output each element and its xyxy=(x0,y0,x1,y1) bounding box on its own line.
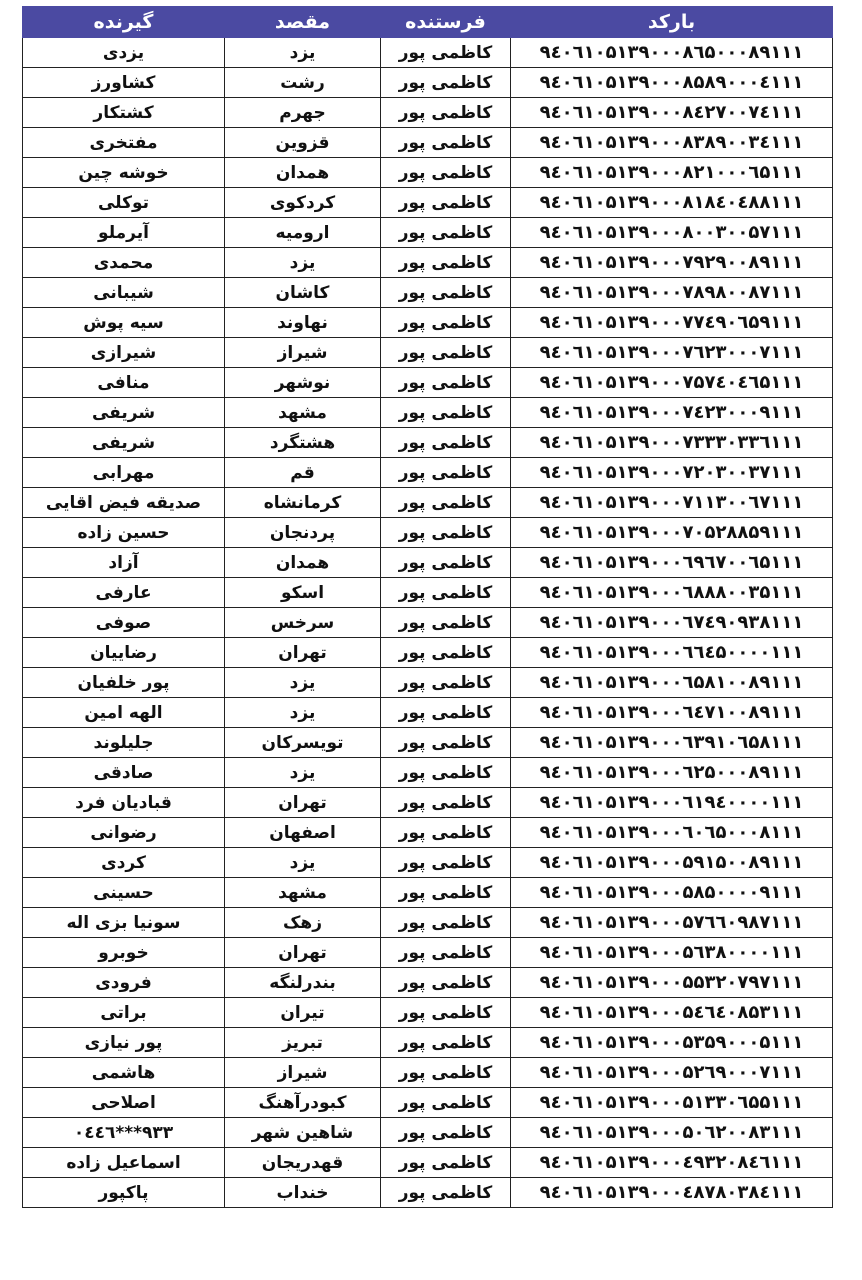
barcode-cell: ۹٤۰٦۱۰۵۱۳۹۰۰۰۸۵۸۹۰۰۰٤۱۱۱ xyxy=(511,68,833,98)
receiver-cell: صدیقه فیض اقایی xyxy=(23,488,225,518)
receiver-cell: صادقی xyxy=(23,758,225,788)
receiver-cell: اصلاحی xyxy=(23,1088,225,1118)
barcode-cell: ۹٤۰٦۱۰۵۱۳۹۰۰۰۵۸۵۰۰۰۰۹۱۱۱ xyxy=(511,878,833,908)
barcode-cell: ۹٤۰٦۱۰۵۱۳۹۰۰۰۵٦۳۸۰۰۰۰۱۱۱ xyxy=(511,938,833,968)
sender-cell: کاظمی پور xyxy=(381,368,511,398)
table-row xyxy=(23,668,833,698)
destination-cell: یزد xyxy=(225,758,381,788)
sender-cell: کاظمی پور xyxy=(381,968,511,998)
sender-cell: کاظمی پور xyxy=(381,758,511,788)
destination-cell: نهاوند xyxy=(225,308,381,338)
table-row xyxy=(23,1118,833,1148)
receiver-cell: سیه پوش xyxy=(23,308,225,338)
receiver-cell: شریفی xyxy=(23,428,225,458)
receiver-cell: پور نیازی xyxy=(23,1028,225,1058)
receiver-cell: رضاییان xyxy=(23,638,225,668)
barcode-cell: ۹٤۰٦۱۰۵۱۳۹۰۰۰٦۷٤۹۰۹۳۸۱۱۱ xyxy=(511,608,833,638)
destination-cell: مشهد xyxy=(225,398,381,428)
sender-cell: کاظمی پور xyxy=(381,398,511,428)
barcode-cell: ۹٤۰٦۱۰۵۱۳۹۰۰۰٦۳۹۱۰٦۵۸۱۱۱ xyxy=(511,728,833,758)
table-row xyxy=(23,158,833,188)
table-row xyxy=(23,338,833,368)
table-row xyxy=(23,548,833,578)
receiver-cell: رضوانی xyxy=(23,818,225,848)
barcode-cell: ۹٤۰٦۱۰۵۱۳۹۰۰۰۸۱۸٤۰٤۸۸۱۱۱ xyxy=(511,188,833,218)
barcode-cell: ۹٤۰٦۱۰۵۱۳۹۰۰۰۸٤۲۷۰۰۷٤۱۱۱ xyxy=(511,98,833,128)
receiver-cell: براتی xyxy=(23,998,225,1028)
receiver-cell: خوشه چین xyxy=(23,158,225,188)
barcode-cell: ۹٤۰٦۱۰۵۱۳۹۰۰۰۵۳۵۹۰۰۰۵۱۱۱ xyxy=(511,1028,833,1058)
receiver-cell: شریفی xyxy=(23,398,225,428)
receiver-cell: جلیلوند xyxy=(23,728,225,758)
destination-cell: نوشهر xyxy=(225,368,381,398)
barcode-cell: ۹٤۰٦۱۰۵۱۳۹۰۰۰٤۸۷۸۰۳۸٤۱۱۱ xyxy=(511,1178,833,1208)
sender-cell: کاظمی پور xyxy=(381,1178,511,1208)
destination-cell: قهدریجان xyxy=(225,1148,381,1178)
barcode-cell: ۹٤۰٦۱۰۵۱۳۹۰۰۰۷۰۵۲۸۸۵۹۱۱۱ xyxy=(511,518,833,548)
destination-cell: یزد xyxy=(225,248,381,278)
barcode-cell: ۹٤۰٦۱۰۵۱۳۹۰۰۰۵۲٦۹۰۰۰۷۱۱۱ xyxy=(511,1058,833,1088)
sender-cell: کاظمی پور xyxy=(381,1088,511,1118)
header-sender: فرستنده xyxy=(381,7,511,38)
receiver-cell: شیبانی xyxy=(23,278,225,308)
barcode-cell: ۹٤۰٦۱۰۵۱۳۹۰۰۰۷٦۲۳۰۰۰۷۱۱۱ xyxy=(511,338,833,368)
receiver-cell: منافی xyxy=(23,368,225,398)
table-row xyxy=(23,488,833,518)
table-row xyxy=(23,188,833,218)
destination-cell: تهران xyxy=(225,638,381,668)
table-row xyxy=(23,1028,833,1058)
barcode-cell: ۹٤۰٦۱۰۵۱۳۹۰۰۰۷۸۹۸۰۰۸۷۱۱۱ xyxy=(511,278,833,308)
destination-cell: شاهین شهر xyxy=(225,1118,381,1148)
table-row xyxy=(23,968,833,998)
table-row xyxy=(23,728,833,758)
barcode-cell: ۹٤۰٦۱۰۵۱۳۹۰۰۰٦٦٤۵۰۰۰۰۱۱۱ xyxy=(511,638,833,668)
barcode-cell: ۹٤۰٦۱۰۵۱۳۹۰۰۰۵۵۳۲۰۷۹۷۱۱۱ xyxy=(511,968,833,998)
destination-cell: تویسرکان xyxy=(225,728,381,758)
destination-cell: کبودرآهنگ xyxy=(225,1088,381,1118)
destination-cell: مشهد xyxy=(225,878,381,908)
sender-cell: کاظمی پور xyxy=(381,1118,511,1148)
table-body xyxy=(23,38,833,1208)
receiver-cell: پور خلفیان xyxy=(23,668,225,698)
table-row xyxy=(23,398,833,428)
table-row xyxy=(23,368,833,398)
sender-cell: کاظمی پور xyxy=(381,788,511,818)
barcode-cell: ۹٤۰٦۱۰۵۱۳۹۰۰۰٦۸۸۸۰۰۳۵۱۱۱ xyxy=(511,578,833,608)
destination-cell: سرخس xyxy=(225,608,381,638)
receiver-cell: الهه امین xyxy=(23,698,225,728)
sender-cell: کاظمی پور xyxy=(381,1028,511,1058)
receiver-cell: پاکپور xyxy=(23,1178,225,1208)
barcode-cell: ۹٤۰٦۱۰۵۱۳۹۰۰۰۷۷٤۹۰٦۵۹۱۱۱ xyxy=(511,308,833,338)
receiver-cell: آیرملو xyxy=(23,218,225,248)
table-row xyxy=(23,1088,833,1118)
sender-cell: کاظمی پور xyxy=(381,128,511,158)
destination-cell: اسکو xyxy=(225,578,381,608)
barcode-cell: ۹٤۰٦۱۰۵۱۳۹۰۰۰۸٦۵۰۰۰۸۹۱۱۱ xyxy=(511,38,833,68)
receiver-cell: سونیا بزی اله xyxy=(23,908,225,938)
receiver-cell: آزاد xyxy=(23,548,225,578)
table-row xyxy=(23,248,833,278)
receiver-cell: اسماعیل زاده xyxy=(23,1148,225,1178)
sender-cell: کاظمی پور xyxy=(381,638,511,668)
sender-cell: کاظمی پور xyxy=(381,488,511,518)
table-row xyxy=(23,908,833,938)
sender-cell: کاظمی پور xyxy=(381,938,511,968)
barcode-cell: ۹٤۰٦۱۰۵۱۳۹۰۰۰۷۵۷٤۰٤٦۵۱۱۱ xyxy=(511,368,833,398)
sender-cell: کاظمی پور xyxy=(381,158,511,188)
sender-cell: کاظمی پور xyxy=(381,578,511,608)
table-row xyxy=(23,938,833,968)
destination-cell: پردنجان xyxy=(225,518,381,548)
barcode-cell: ۹٤۰٦۱۰۵۱۳۹۰۰۰٦۵۸۱۰۰۸۹۱۱۱ xyxy=(511,668,833,698)
shipment-table-container xyxy=(22,6,832,1208)
sender-cell: کاظمی پور xyxy=(381,38,511,68)
sender-cell: کاظمی پور xyxy=(381,1148,511,1178)
destination-cell: همدان xyxy=(225,548,381,578)
destination-cell: تهران xyxy=(225,938,381,968)
barcode-cell: ۹٤۰٦۱۰۵۱۳۹۰۰۰۵٤٦٤۰۸۵۳۱۱۱ xyxy=(511,998,833,1028)
table-row xyxy=(23,698,833,728)
destination-cell: جهرم xyxy=(225,98,381,128)
barcode-cell: ۹٤۰٦۱۰۵۱۳۹۰۰۰٦۲۵۰۰۰۸۹۱۱۱ xyxy=(511,758,833,788)
table-row xyxy=(23,68,833,98)
sender-cell: کاظمی پور xyxy=(381,188,511,218)
destination-cell: یزد xyxy=(225,668,381,698)
receiver-cell: توکلی xyxy=(23,188,225,218)
barcode-cell: ۹٤۰٦۱۰۵۱۳۹۰۰۰٦۹٦۷۰۰٦۵۱۱۱ xyxy=(511,548,833,578)
receiver-cell: مفتخری xyxy=(23,128,225,158)
receiver-cell: ۹۳۳***۰٤٤٦ xyxy=(23,1118,225,1148)
destination-cell: زهک xyxy=(225,908,381,938)
sender-cell: کاظمی پور xyxy=(381,248,511,278)
table-row xyxy=(23,1058,833,1088)
sender-cell: کاظمی پور xyxy=(381,728,511,758)
table-row xyxy=(23,98,833,128)
sender-cell: کاظمی پور xyxy=(381,458,511,488)
destination-cell: تهران xyxy=(225,788,381,818)
sender-cell: کاظمی پور xyxy=(381,608,511,638)
sender-cell: کاظمی پور xyxy=(381,908,511,938)
receiver-cell: قبادیان فرد xyxy=(23,788,225,818)
sender-cell: کاظمی پور xyxy=(381,68,511,98)
destination-cell: تبریز xyxy=(225,1028,381,1058)
header-barcode: بارکد xyxy=(511,7,833,38)
receiver-cell: حسینی xyxy=(23,878,225,908)
receiver-cell: هاشمی xyxy=(23,1058,225,1088)
barcode-cell: ۹٤۰٦۱۰۵۱۳۹۰۰۰۸۲۱۰۰۰٦۵۱۱۱ xyxy=(511,158,833,188)
table-row xyxy=(23,1178,833,1208)
destination-cell: قزوین xyxy=(225,128,381,158)
destination-cell: اصفهان xyxy=(225,818,381,848)
destination-cell: تیران xyxy=(225,998,381,1028)
receiver-cell: صوفی xyxy=(23,608,225,638)
barcode-cell: ۹٤۰٦۱۰۵۱۳۹۰۰۰۷۲۰۳۰۰۳۷۱۱۱ xyxy=(511,458,833,488)
destination-cell: ارومیه xyxy=(225,218,381,248)
table-row xyxy=(23,848,833,878)
barcode-cell: ۹٤۰٦۱۰۵۱۳۹۰۰۰٤۹۳۲۰۸٤٦۱۱۱ xyxy=(511,1148,833,1178)
barcode-cell: ۹٤۰٦۱۰۵۱۳۹۰۰۰۷٤۲۳۰۰۰۹۱۱۱ xyxy=(511,398,833,428)
barcode-cell: ۹٤۰٦۱۰۵۱۳۹۰۰۰٦۱۹٤۰۰۰۰۱۱۱ xyxy=(511,788,833,818)
barcode-cell: ۹٤۰٦۱۰۵۱۳۹۰۰۰۵۷٦٦۰۹۸۷۱۱۱ xyxy=(511,908,833,938)
destination-cell: کاشان xyxy=(225,278,381,308)
destination-cell: خنداب xyxy=(225,1178,381,1208)
sender-cell: کاظمی پور xyxy=(381,698,511,728)
table-row xyxy=(23,758,833,788)
sender-cell: کاظمی پور xyxy=(381,218,511,248)
receiver-cell: کشاورز xyxy=(23,68,225,98)
destination-cell: یزد xyxy=(225,38,381,68)
table-row xyxy=(23,128,833,158)
table-row xyxy=(23,38,833,68)
table-row xyxy=(23,998,833,1028)
destination-cell: همدان xyxy=(225,158,381,188)
receiver-cell: کردی xyxy=(23,848,225,878)
receiver-cell: خوبرو xyxy=(23,938,225,968)
destination-cell: یزد xyxy=(225,698,381,728)
destination-cell: بندرلنگه xyxy=(225,968,381,998)
barcode-cell: ۹٤۰٦۱۰۵۱۳۹۰۰۰۷۱۱۳۰۰٦۷۱۱۱ xyxy=(511,488,833,518)
receiver-cell: عارفی xyxy=(23,578,225,608)
table-row xyxy=(23,878,833,908)
receiver-cell: شیرازی xyxy=(23,338,225,368)
table-row xyxy=(23,638,833,668)
destination-cell: رشت xyxy=(225,68,381,98)
table-row xyxy=(23,578,833,608)
table-row xyxy=(23,608,833,638)
barcode-cell: ۹٤۰٦۱۰۵۱۳۹۰۰۰۸۳۸۹۰۰۳٤۱۱۱ xyxy=(511,128,833,158)
table-row xyxy=(23,518,833,548)
table-row xyxy=(23,458,833,488)
receiver-cell: کشتکار xyxy=(23,98,225,128)
destination-cell: کرمانشاه xyxy=(225,488,381,518)
sender-cell: کاظمی پور xyxy=(381,668,511,698)
sender-cell: کاظمی پور xyxy=(381,1058,511,1088)
header-receiver: گیرنده xyxy=(23,7,225,38)
destination-cell: شیراز xyxy=(225,338,381,368)
barcode-cell: ۹٤۰٦۱۰۵۱۳۹۰۰۰۷۹۲۹۰۰۸۹۱۱۱ xyxy=(511,248,833,278)
receiver-cell: فرودی xyxy=(23,968,225,998)
destination-cell: هشتگرد xyxy=(225,428,381,458)
table-row xyxy=(23,1148,833,1178)
table-row xyxy=(23,218,833,248)
receiver-cell: حسین زاده xyxy=(23,518,225,548)
sender-cell: کاظمی پور xyxy=(381,98,511,128)
table-row xyxy=(23,308,833,338)
table-row xyxy=(23,428,833,458)
barcode-cell: ۹٤۰٦۱۰۵۱۳۹۰۰۰۵۹۱۵۰۰۸۹۱۱۱ xyxy=(511,848,833,878)
sender-cell: کاظمی پور xyxy=(381,998,511,1028)
receiver-cell: مهرابی xyxy=(23,458,225,488)
barcode-cell: ۹٤۰٦۱۰۵۱۳۹۰۰۰۷۳۳۳۰۳۳٦۱۱۱ xyxy=(511,428,833,458)
header-destination: مقصد xyxy=(225,7,381,38)
sender-cell: کاظمی پور xyxy=(381,308,511,338)
receiver-cell: یزدی xyxy=(23,38,225,68)
table-row xyxy=(23,788,833,818)
sender-cell: کاظمی پور xyxy=(381,278,511,308)
sender-cell: کاظمی پور xyxy=(381,338,511,368)
destination-cell: شیراز xyxy=(225,1058,381,1088)
sender-cell: کاظمی پور xyxy=(381,878,511,908)
sender-cell: کاظمی پور xyxy=(381,548,511,578)
shipment-table xyxy=(22,6,833,1208)
destination-cell: یزد xyxy=(225,848,381,878)
destination-cell: قم xyxy=(225,458,381,488)
destination-cell: کردکوی xyxy=(225,188,381,218)
table-row xyxy=(23,278,833,308)
sender-cell: کاظمی پور xyxy=(381,818,511,848)
table-row xyxy=(23,818,833,848)
barcode-cell: ۹٤۰٦۱۰۵۱۳۹۰۰۰۸۰۰۳۰۰۵۷۱۱۱ xyxy=(511,218,833,248)
table-header xyxy=(23,7,833,38)
barcode-cell: ۹٤۰٦۱۰۵۱۳۹۰۰۰۵۰٦۲۰۰۸۳۱۱۱ xyxy=(511,1118,833,1148)
receiver-cell: محمدی xyxy=(23,248,225,278)
header-row xyxy=(23,7,833,38)
barcode-cell: ۹٤۰٦۱۰۵۱۳۹۰۰۰٦٤۷۱۰۰۸۹۱۱۱ xyxy=(511,698,833,728)
sender-cell: کاظمی پور xyxy=(381,848,511,878)
barcode-cell: ۹٤۰٦۱۰۵۱۳۹۰۰۰۵۱۳۳۰٦۵۵۱۱۱ xyxy=(511,1088,833,1118)
sender-cell: کاظمی پور xyxy=(381,518,511,548)
sender-cell: کاظمی پور xyxy=(381,428,511,458)
barcode-cell: ۹٤۰٦۱۰۵۱۳۹۰۰۰٦۰٦۵۰۰۰۸۱۱۱ xyxy=(511,818,833,848)
